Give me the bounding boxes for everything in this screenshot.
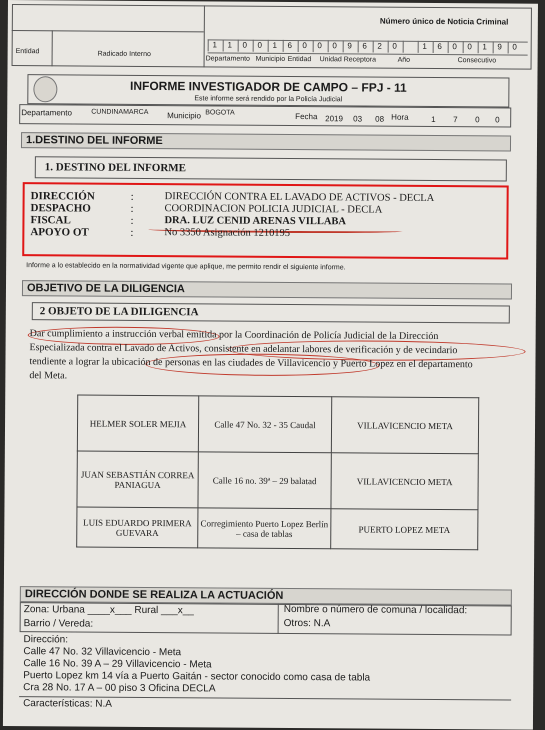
destination-value: No 3350 Asignación 1210195 [164,227,291,239]
direccion-item: Cra 28 No. 17 A – 00 piso 3 Oficina DECLA [23,682,216,695]
depto-label: Departamento [21,108,72,118]
destination-colon: : [130,190,134,203]
objective-paragraph [8,0,538,4]
noticia-digit-cell: 1 [268,40,281,52]
fecha-year: 2019 [325,114,344,124]
table-cell: Calle 47 No. 32 - 35 Caudal [198,396,331,453]
fecha-month: 03 [353,114,363,124]
persons-table [76,394,479,550]
destination-colon: : [130,214,134,227]
section2-bar: OBJETIVO DE LA DILIGENCIA [22,280,512,299]
barrio-field: Barrio / Vereda: [23,618,94,630]
noticia-digit-cell: 0 [448,41,461,53]
paragraph-line: Dar cumplimiento a instrucción verbal emitida por la Coordinación de Policía Judicial de la Dirección [29,328,439,343]
document-sheet [3,0,538,730]
zona-field: Zona: Urbana ____x___ Rural ___x__ [23,604,194,617]
destination-colon: : [130,226,134,239]
sub-label-municipio: Municipio [255,55,286,63]
fecha-day: 08 [375,114,385,124]
noticia-digit-cell: 1 [478,41,491,53]
destination-rows [8,0,538,4]
hora-digit-2: 7 [453,115,458,125]
direccion-label: Dirección: [23,634,69,646]
noticia-digit-cell: 1 [418,41,431,53]
caracteristicas-field: Características: N.A [23,698,113,710]
noticia-digits [208,39,528,55]
noticia-digit-cell: 6 [283,40,296,52]
entidad-label: Entidad [15,48,40,56]
destination-label: DIRECCIÓN [30,190,95,203]
direccion-item: Puerto Lopez km 14 vía a Puerto Gaitán - sector conocido como casa de tabla [23,670,371,684]
sub-label-ano: Año [397,56,411,64]
radicado-label: Radicado Interno [97,50,151,58]
noticia-digit-cell: 0 [238,40,251,52]
destination-label: FISCAL [30,214,71,227]
noticia-digit-cell: 6 [433,41,446,53]
section2-heading: 2 OBJETO DE LA DILIGENCIA [39,305,199,319]
table-cell: JUAN SEBASTIÁN CORREA PANIAGUA [77,451,198,508]
noticia-label: Número único de Noticia Criminal [379,16,509,27]
sub-label-entidad: Entidad [287,55,312,64]
table-cell: Corregimiento Puerto Lopez Berlín – casa de tablas [198,508,331,549]
depto-value: CUNDINAMARCA [91,108,149,116]
sub-label-consecutivo: Consecutivo [457,57,497,65]
noticia-digit-cell: 1 [223,40,236,52]
hora-digit-1: 1 [431,114,436,124]
table-cell: VILLAVICENCIO META [331,397,478,454]
section1-heading: 1. DESTINO DEL INFORME [44,161,187,175]
form-title: INFORME INVESTIGADOR DE CAMPO – FPJ - 11 [129,78,407,95]
noticia-digit-cell: 9 [493,41,506,53]
table-cell: VILLAVICENCIO META [331,453,478,510]
table-cell: LUIS EDUARDO PRIMERA GUEVARA [77,507,198,548]
location-row [19,104,511,127]
sub-label-unidad: Unidad Receptora [319,56,377,64]
noticia-digit-cell [403,41,416,53]
noticia-digit-cell: 0 [508,41,521,53]
noticia-digit-cell: 0 [328,40,341,52]
comuna-field: Nombre o número de comuna / localidad: [283,603,468,617]
noticia-digit-cell: 0 [298,40,311,52]
section1-bar: 1.DESTINO DEL INFORME [21,132,511,151]
table-row [77,451,478,510]
direcciones-list [8,0,538,4]
noticia-digit-cell: 0 [388,41,401,53]
table-row [77,395,478,454]
municipio-label: Municipio [167,111,202,121]
destination-label: DESPACHO [30,202,91,215]
noticia-digit-cell: 2 [373,41,386,53]
paragraph-line: del Meta. [29,370,68,382]
form-subtitle: Este informe será rendido por la Policía Judicial [194,95,343,104]
sub-label-departamento: Departamento [205,55,250,63]
destination-colon: : [130,202,134,215]
table-cell: HELMER SOLER MEJIA [77,395,198,452]
noticia-digit-cell: 1 [208,39,221,51]
paragraph-line: Especializada contra el Lavado de Activos, consistente en adelantar labores de verificación y de vecindario [29,342,458,357]
noticia-digit-cell: 0 [463,41,476,53]
fecha-label: Fecha [295,112,318,122]
direccion-item: Calle 47 No. 32 Villavicencio - Meta [23,646,182,659]
destination-value: COORDINACION POLICIA JUDICIAL - DECLA [164,203,383,216]
noticia-digit-cell: 9 [343,40,356,52]
municipio-value: BOGOTA [205,109,235,117]
notice-text: Informe a lo establecido en la normatividad vigente que aplique, me permito rendir el siguiente informe. [26,262,346,272]
direccion-item: Calle 16 No. 39 A – 29 Villavicencio - Meta [23,658,212,671]
section3-bar: DIRECCIÓN DONDE SE REALIZA LA ACTUACIÓN [20,586,512,605]
destination-value: DRA. LUZ CENID ARENAS VILLABA [164,215,347,228]
noticia-digit-cell: 0 [313,40,326,52]
noticia-digit-cell: 6 [358,40,371,52]
destination-value: DIRECCIÓN CONTRA EL LAVADO DE ACTIVOS - DECLA [164,191,435,204]
table-cell: PUERTO LOPEZ META [331,509,478,550]
hora-label: Hora [391,112,409,122]
otros-field: Otros: N.A [283,617,331,630]
destination-label: APOYO OT [30,226,89,239]
hora-digit-4: 0 [495,115,500,125]
noticia-digit-cell: 0 [253,40,266,52]
table-cell: Calle 16 no. 39ª – 29 balatad [198,452,331,509]
paragraph-line: tendiente a lograr la ubicación de personas en las ciudades de Villavicencio y Puerto Lopez en el departamento [29,356,473,371]
hora-digit-3: 0 [475,115,480,125]
table-row [77,507,478,550]
